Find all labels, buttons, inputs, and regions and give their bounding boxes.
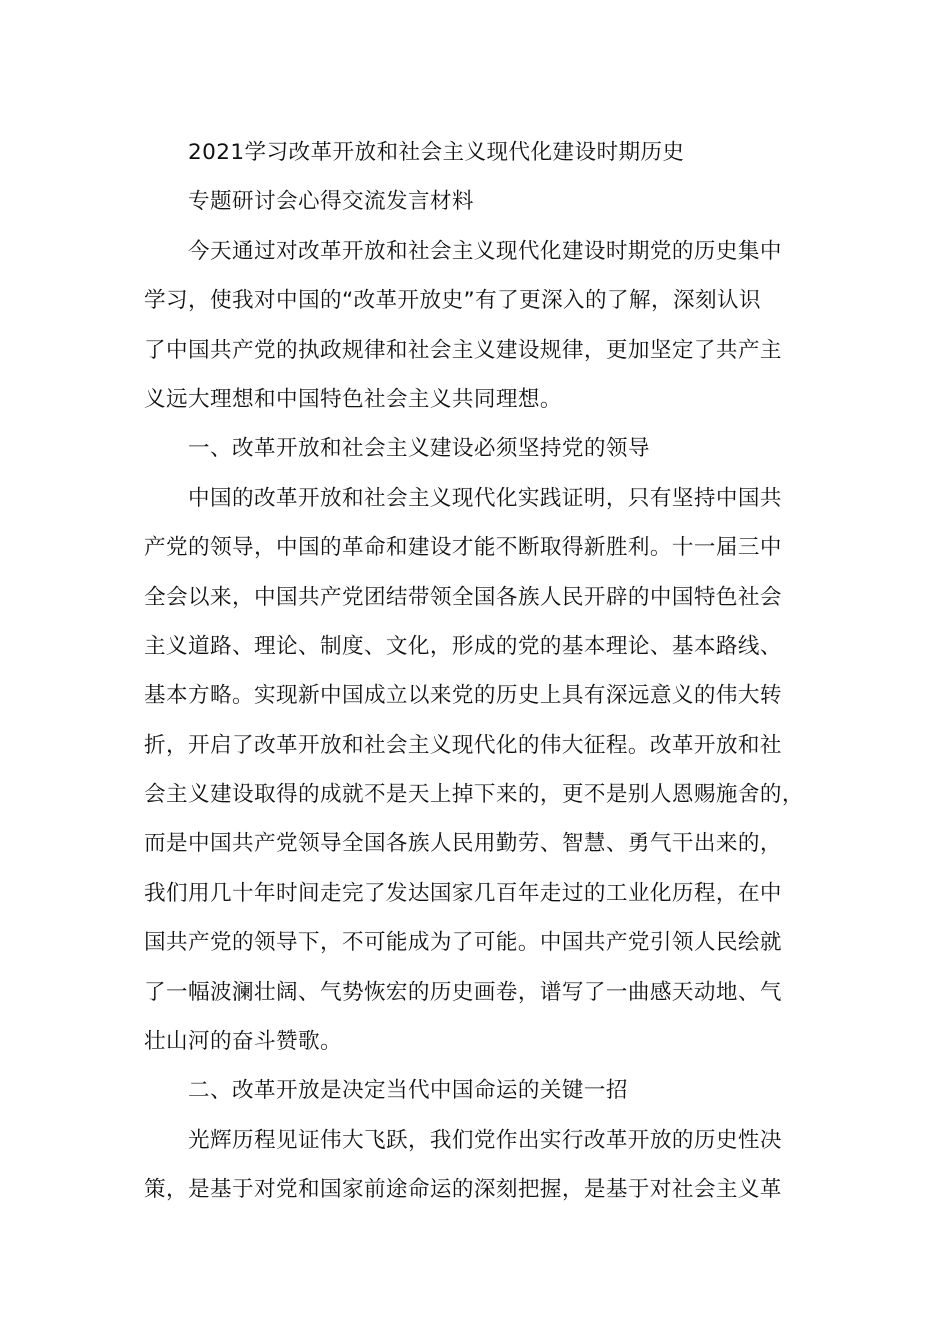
paragraph-3-line-2: 策，是基于对党和国家前途命运的深刻把握，是基于对社会主义革: [144, 1177, 782, 1203]
document-title-line-2: 专题研讨会心得交流发言材料: [188, 189, 474, 215]
paragraph-2-line-5: 基本方略。实现新中国成立以来党的历史上具有深远意义的伟大转: [144, 683, 782, 709]
paragraph-3-line-1: 光辉历程见证伟大飞跃，我们党作出实行改革开放的历史性决: [188, 1127, 782, 1153]
paragraph-2-line-6: 折，开启了改革开放和社会主义现代化的伟大征程。改革开放和社: [144, 732, 782, 758]
paragraph-2-line-3: 全会以来，中国共产党团结带领全国各族人民开辟的中国特色社会: [144, 584, 782, 610]
paragraph-2-line-11: 了一幅波澜壮阔、气势恢宏的历史画卷，谱写了一曲感天动地、气: [144, 979, 782, 1005]
paragraph-1-line-1: 今天通过对改革开放和社会主义现代化建设时期党的历史集中: [188, 238, 782, 264]
paragraph-1-line-3: 了中国共产党的执政规律和社会主义建设规律，更加坚定了共产主: [144, 337, 782, 363]
paragraph-2-line-4: 主义道路、理论、制度、文化，形成的党的基本理论、基本路线、: [144, 633, 782, 659]
paragraph-2-line-7: 会主义建设取得的成就不是天上掉下来的，更不是别人恩赐施舍的，: [144, 782, 804, 808]
document-title-line-1: 2021学习改革开放和社会主义现代化建设时期历史: [188, 140, 685, 165]
paragraph-2-line-8: 而是中国共产党领导全国各族人民用勤劳、智慧、勇气干出来的，: [144, 831, 782, 857]
paragraph-2-line-12: 壮山河的奋斗赞歌。: [144, 1029, 342, 1055]
section-heading-2: 二、改革开放是决定当代中国命运的关键一招: [188, 1078, 628, 1104]
paragraph-2-line-2: 产党的领导，中国的革命和建设才能不断取得新胜利。十一届三中: [144, 535, 782, 561]
paragraph-1-line-2: 学习，使我对中国的“改革开放史”有了更深入的了解，深刻认识: [144, 288, 762, 314]
document-body: [144, 128, 824, 1215]
section-heading-1: 一、改革开放和社会主义建设必须坚持党的领导: [188, 436, 650, 462]
paragraph-2-line-1: 中国的改革开放和社会主义现代化实践证明，只有坚持中国共: [188, 485, 782, 511]
paragraph-2-line-9: 我们用几十年时间走完了发达国家几百年走过的工业化历程，在中: [144, 880, 782, 906]
paragraph-2-line-10: 国共产党的领导下，不可能成为了可能。中国共产党引领人民绘就: [144, 930, 782, 956]
paragraph-1-line-4: 义远大理想和中国特色社会主义共同理想。: [144, 386, 562, 412]
